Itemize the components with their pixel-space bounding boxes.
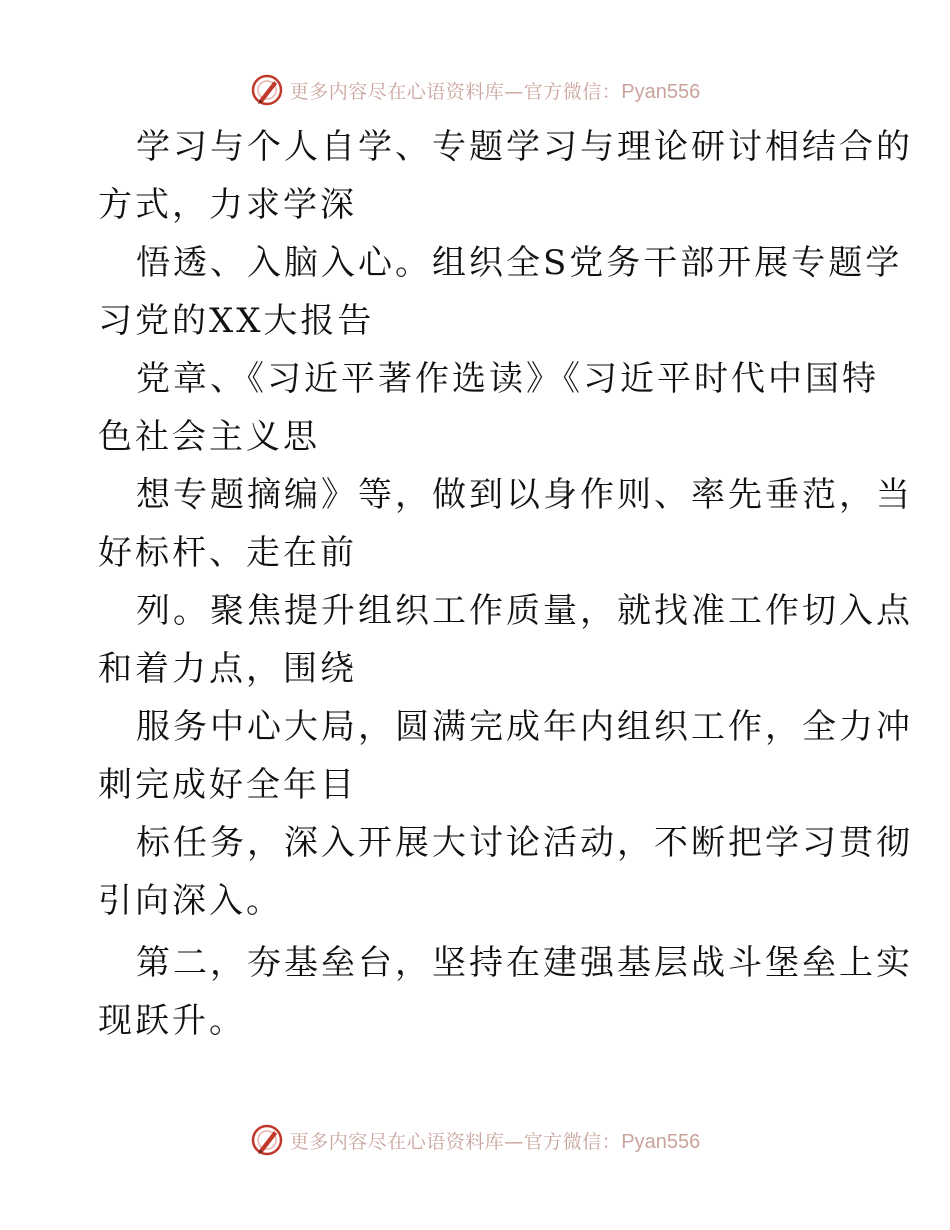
text-line: 好标杆、走在前 [98, 533, 357, 573]
text-line: 现跃升。 [98, 1001, 246, 1041]
text-line: 第二，夯基垒台，坚持在建强基层战斗堡垒上实 [136, 943, 913, 983]
text-line: 方式，力求学深 [98, 185, 357, 225]
pen-logo-icon [250, 73, 284, 107]
footer-watermark-text: 更多内容尽在心语资料库—官方微信：Pyan556 [289, 1130, 701, 1153]
text-line: 习党的XX大报告 [98, 301, 375, 341]
document-body [98, 118, 913, 1050]
text-line: 想专题摘编》等，做到以身作则、率先垂范，当 [136, 475, 913, 515]
header-watermark [0, 70, 950, 110]
text-line: 和着力点，围绕 [98, 649, 357, 689]
text-line: 色社会主义思 [98, 417, 320, 457]
text-line: 标任务，深入开展大讨论活动，不断把学习贯彻 [136, 823, 913, 863]
text-line: 服务中心大局，圆满完成年内组织工作，全力冲 [136, 707, 913, 747]
text-line: 悟透、入脑入心。组织全S党务干部开展专题学 [136, 243, 903, 283]
pen-logo-icon [250, 1123, 284, 1157]
text-line: 党章、《习近平著作选读》《习近平时代中国特 [136, 359, 879, 399]
text-line: 引向深入。 [98, 881, 283, 921]
text-line: 刺完成好全年目 [98, 765, 357, 805]
text-line: 学习与个人自学、专题学习与理论研讨相结合的 [136, 127, 913, 167]
header-watermark-text: 更多内容尽在心语资料库—官方微信：Pyan556 [289, 80, 701, 103]
footer-watermark [0, 1120, 950, 1160]
text-line: 列。聚焦提升组织工作质量，就找准工作切入点 [136, 591, 913, 631]
